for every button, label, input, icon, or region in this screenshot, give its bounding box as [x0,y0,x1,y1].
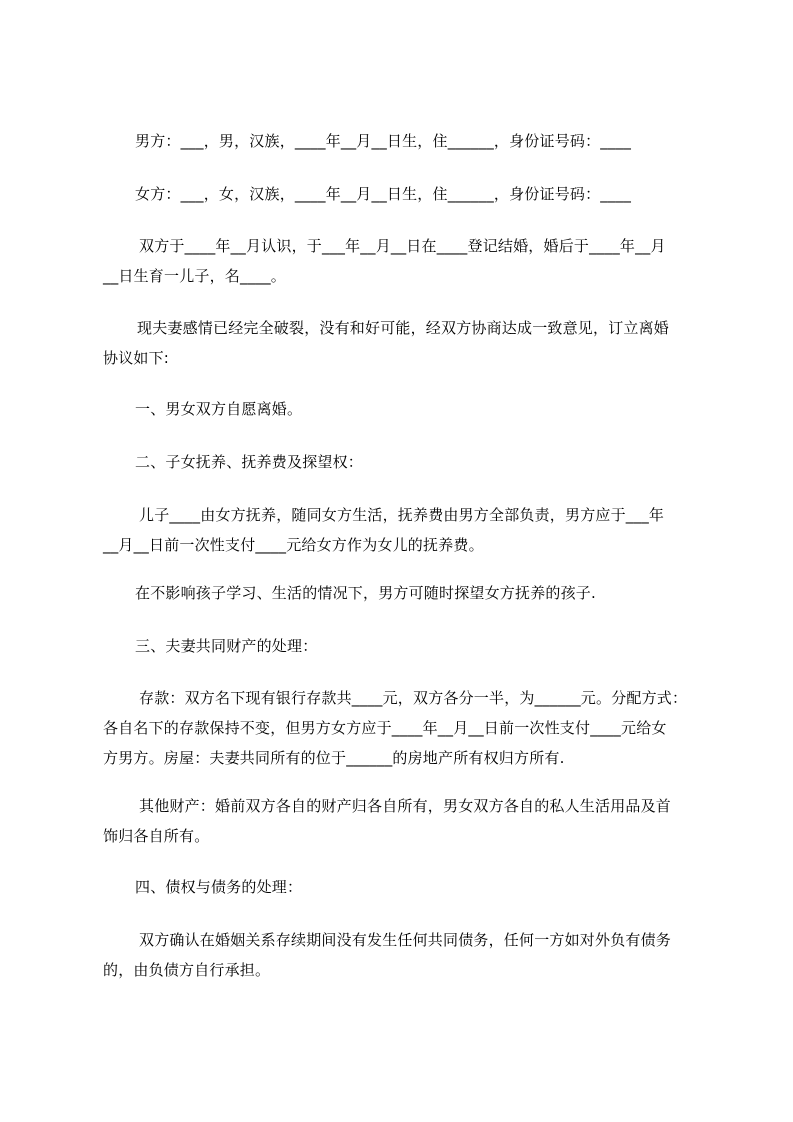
text-line: 存款：双方名下现有银行存款共____元，双方各分一半，为______元。分配方式： [139,689,688,707]
male-party-info [103,126,703,156]
text-line: 各自名下的存款保持不变，但男方女方应于____年__月__日前一次性支付____元给女 [103,719,667,737]
text-line: 在不影响孩子学习、生活的情况下，男方可随时探望女方抚养的孩子. [135,584,596,602]
debt-clause [103,925,703,985]
text-line: __日生育一儿子，名____。 [103,267,287,285]
text-line: 三、夫妻共同财产的处理： [135,637,318,655]
text-line: 双方确认在婚姻关系存续期间没有发生任何共同债务，任何一方如对外负有债务 [139,931,672,949]
text-line: 四、债权与债务的处理： [135,878,303,896]
text-line: 协议如下: [103,349,170,367]
text-line: 二、子女抚养、抚养费及探望权： [135,453,364,471]
text-line: 方男方。房屋：夫妻共同所有的位于______的房地产所有权归方所有. [103,749,565,767]
text-line: 儿子____由女方抚养，随同女方生活，抚养费由男方全部负责，男方应于___年 [139,506,665,524]
text-line: 的，由负债方自行承担。 [103,961,271,979]
female-party-info [103,179,703,209]
section-4-heading [103,872,703,902]
other-property-clause [103,791,703,851]
text-line: __月__日前一次性支付____元给女方作为女儿的抚养费。 [103,536,484,554]
section-2-heading [103,447,703,477]
text-line: 饰归各自所有。 [103,827,210,845]
text-line: 其他财产：婚前双方各自的财产归各自所有，男女双方各自的私人生活用品及首 [139,797,672,815]
text-line: 现夫妻感情已经完全破裂，没有和好可能，经双方协商达成一致意见，订立离婚 [137,319,670,337]
section-3-heading [103,631,703,661]
section-1-heading [103,394,703,424]
divorce-agreement-intro [103,313,703,373]
text-line: 女方：___，女，汉族，____年__月__日生，住______，身份证号码：____ [135,185,632,203]
property-division-clause [103,683,703,773]
text-line: 一、男女双方自愿离婚。 [135,400,303,418]
text-line: 双方于____年__月认识，于___年__月__日在____登记结婚，婚后于____年__月 [139,237,666,255]
child-custody-clause [103,500,703,560]
visitation-clause [103,578,703,608]
marriage-background [103,231,703,291]
text-line: 男方：___，男，汉族，____年__月__日生，住______，身份证号码：____ [135,132,632,150]
